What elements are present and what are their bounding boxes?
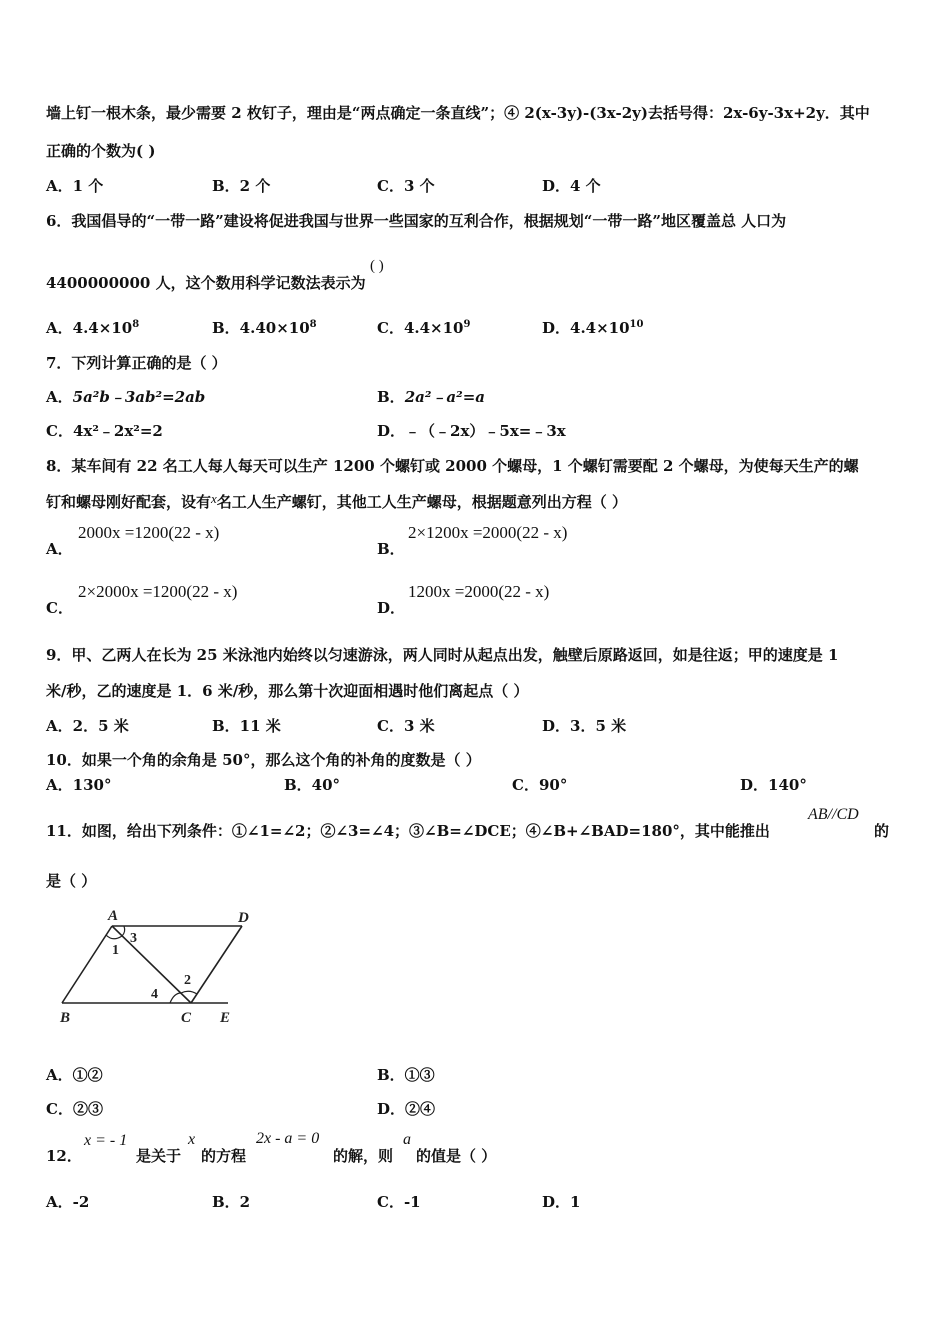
q11-line2: 是（ ） <box>46 872 97 890</box>
q12-text-4: 的值是（ ） <box>416 1147 497 1165</box>
q11-option-d[interactable]: D．②④ <box>377 1100 436 1118</box>
q8-option-b-equation: 2×1200x =2000(22 - x) <box>408 523 568 542</box>
q5-line1: 墙上钉一根木条，最少需要 2 枚钉子，理由是“两点确定一条直线”；④ 2(x-3y)-(3x-2y)去括号得：2x-6y-3x+2y．其中 <box>46 104 870 122</box>
q10-option-a[interactable]: A．130° <box>46 776 112 794</box>
q8-option-d-equation: 1200x =2000(22 - x) <box>408 582 550 601</box>
line-cd <box>191 926 242 1003</box>
q12-text-3: 的解，则 <box>333 1147 394 1165</box>
angle-label-1: 1 <box>112 943 119 958</box>
q6-answer-paren: ( ) <box>370 258 384 274</box>
q7-option-d[interactable]: D．﹣（﹣2x）﹣5x=﹣3x <box>377 422 566 440</box>
angle-arc-3 <box>122 926 125 936</box>
angle-label-4: 4 <box>151 987 158 1002</box>
q10-stem: 10．如果一个角的余角是 50°，那么这个角的补角的度数是（ ） <box>46 751 481 769</box>
q11-parallelogram-figure <box>50 902 260 1027</box>
q6-line1: 6．我国倡导的“一带一路”建设将促进我国与世界一些国家的互利合作，根据规划“一带一路”地区覆盖总 人口为 <box>46 212 787 230</box>
q7-option-b[interactable]: B．2a²﹣a²=a <box>377 388 485 406</box>
q5-option-a[interactable]: A．1 个 <box>46 177 104 195</box>
q7-option-c[interactable]: C．4x²﹣2x²=2 <box>46 422 163 440</box>
q11-condition: AB//CD <box>808 806 859 823</box>
q11-option-c[interactable]: C．②③ <box>46 1100 103 1118</box>
q12-equation: 2x - a = 0 <box>256 1130 320 1147</box>
q5-option-c[interactable]: C．3 个 <box>377 177 435 195</box>
q8-option-a-equation: 2000x =1200(22 - x) <box>78 523 220 542</box>
q8-option-b-label[interactable]: B． <box>377 540 405 558</box>
q11-line1: 11．如图，给出下列条件：①∠1=∠2；②∠3=∠4；③∠B=∠DCE；④∠B+∠BAD=180°，其中能推出 <box>46 822 770 840</box>
q9-line2: 米/秒，乙的速度是 1．6 米/秒，那么第十次迎面相遇时他们离起点（ ） <box>46 682 529 700</box>
q6-line2: 4400000000 人，这个数用科学记数法表示为 <box>46 274 366 292</box>
q6-option-d[interactable]: D．$4.4\times 10^{10}$ <box>542 319 644 337</box>
q12-text-1: 是关于 <box>136 1147 182 1165</box>
label-d: D <box>238 910 249 926</box>
q12-option-c[interactable]: C．-1 <box>377 1193 421 1211</box>
q7-stem: 7．下列计算正确的是（ ） <box>46 354 227 372</box>
q8-option-c-label[interactable]: C． <box>46 599 73 617</box>
angle-label-3: 3 <box>130 931 137 946</box>
q12-text-2: 的方程 <box>201 1147 247 1165</box>
q8-line1: 8．某车间有 22 名工人每人每天可以生产 1200 个螺钉或 2000 个螺母，1 个螺钉需要配 2 个螺母，为使每天生产的螺 <box>46 457 859 475</box>
q9-option-a[interactable]: A．2．5 米 <box>46 717 129 735</box>
q6-option-b[interactable]: B．$4.40\times 10^8$ <box>212 319 317 337</box>
q5-line2: 正确的个数为( ) <box>46 142 156 160</box>
q8-option-a-label[interactable]: A． <box>46 540 73 558</box>
q12-solution: x = - 1 <box>84 1132 128 1149</box>
q12-option-b[interactable]: B．2 <box>212 1193 251 1211</box>
q8-option-c-equation: 2×2000x =1200(22 - x) <box>78 582 238 601</box>
q5-option-b[interactable]: B．2 个 <box>212 177 271 195</box>
q6-option-c[interactable]: C．$4.4\times 10^9$ <box>377 319 471 337</box>
label-c: C <box>181 1010 192 1026</box>
q9-option-b[interactable]: B．11 米 <box>212 717 281 735</box>
label-e: E <box>220 1010 231 1026</box>
q12-number: 12． <box>46 1147 82 1165</box>
q10-option-b[interactable]: B．40° <box>284 776 341 794</box>
line-ab <box>62 926 112 1003</box>
angle-arc-1 <box>106 935 122 939</box>
angle-label-2: 2 <box>184 973 191 988</box>
angle-arc-4 <box>170 993 181 1003</box>
q12-option-a[interactable]: A．-2 <box>46 1193 90 1211</box>
q12-variable-x: x <box>188 1131 196 1148</box>
q5-option-d[interactable]: D．4 个 <box>542 177 601 195</box>
q10-option-d[interactable]: D．140° <box>740 776 807 794</box>
label-b: B <box>60 1010 71 1026</box>
q8-option-d-label[interactable]: D． <box>377 599 406 617</box>
angle-arc-2 <box>181 991 197 994</box>
q6-option-a[interactable]: A．$4.4\times 10^8$ <box>46 319 140 337</box>
q9-line1: 9．甲、乙两人在长为 25 米泳池内始终以匀速游泳，两人同时从起点出发，触壁后原路返回，如是往返；甲的速度是 1 <box>46 646 839 664</box>
q9-option-d[interactable]: D．3．5 米 <box>542 717 627 735</box>
q11-option-b[interactable]: B．①③ <box>377 1066 435 1084</box>
q7-option-a[interactable]: A．5a²b﹣3ab²=2ab <box>46 388 206 406</box>
q12-variable-a: a <box>403 1131 411 1148</box>
q8-line2: 钉和螺母刚好配套，设有x名工人生产螺钉，其他工人生产螺母，根据题意列出方程（ ） <box>46 491 628 511</box>
q12-option-d[interactable]: D．1 <box>542 1193 581 1211</box>
q9-option-c[interactable]: C．3 米 <box>377 717 435 735</box>
label-a: A <box>108 908 119 924</box>
q10-option-c[interactable]: C．90° <box>512 776 568 794</box>
q11-option-a[interactable]: A．①② <box>46 1066 103 1084</box>
q11-tail: 的 <box>874 822 890 840</box>
